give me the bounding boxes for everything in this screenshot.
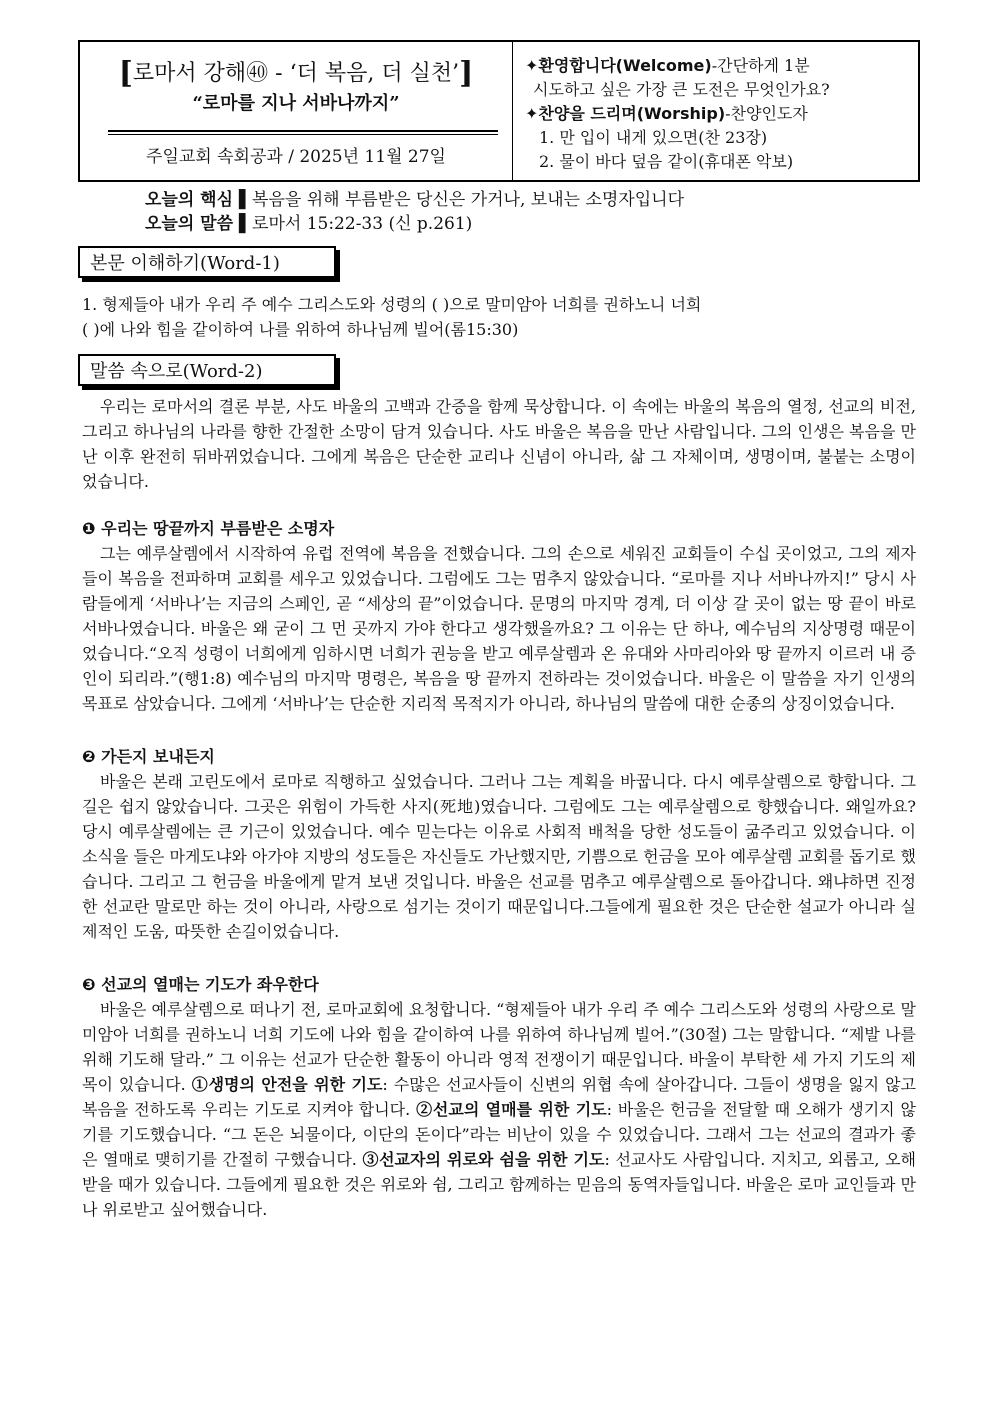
point-3-text-b: : 수많은 선교사들이 신변의 위협 속에 살아갑니다. 그들이 생명을 잃지 않고 복음을 전하도록 우리는 기도로 지켜야 합니다.	[82, 1075, 916, 1119]
word-text: 로마서 15:22-33 (신 p.261)	[252, 214, 473, 234]
bracket-left: [	[118, 56, 133, 91]
welcome-text: -간단하게 1분	[711, 56, 810, 75]
song-item: 2. 물이 바다 덮음 같이(휴대폰 악보)	[539, 152, 794, 171]
lesson-subtitle: “로마를 지나 서바나까지”	[192, 93, 400, 114]
header-right	[513, 42, 918, 180]
prayer-2-title: ②선교의 열매를 위한 기도	[416, 1100, 607, 1119]
lesson-title-text: 로마서 강해㊵ - ‘더 복음, 더 실천’	[132, 61, 460, 86]
page	[78, 40, 920, 1222]
core-label: 오늘의 핵심 ▌	[145, 190, 253, 210]
point-3-body	[82, 997, 916, 1222]
song-item: 1. 만 입이 내게 있으면(찬 23장)	[539, 128, 768, 147]
point-1-title: ❶ 우리는 땅끝까지 부름받은 소명자	[82, 519, 335, 538]
divider-thin	[108, 134, 498, 135]
point-1-body: 그는 예루살렘에서 시작하여 유럽 전역에 복음을 전했습니다. 그의 손으로 세워진 교회들이 수십 곳이었고, 그의 제자들이 복음을 전파하며 교회를 세우고 있었습니다. 그럼에도 그는 멈추지 않았습니다. “로마를 지나 서바나까지!” 당시 사람들에게 ‘서바나’는 지금의 스페인, 곧 “세상의 끝”이었습니다. 문명의 마지막 경계, 더 이상 갈 곳이 없는 땅 끝이 바로 서바나였습니다. 바울은 왜 굳이 그 먼 곳까지 가야 한다고 생각했을까요? 그 이유는 단 하나, 예수님의 지상명령 때문이었습니다.“오직 성령이 너희에게 임하시면 너희가 권능을 받고 예루살렘과 온 유대와 사마리아와 땅 끝까지 이르러 내 증인이 되리라.”(행1:8) 예수님의 마지막 명령은, 복음을 땅 끝까지 전하라는 것이었습니다. 바울은 이 말씀을 자기 인생의 목표로 삼았습니다. 그에게 ‘서바나’는 단순한 지리적 목적지가 아니라, 하나님의 말씀에 대한 순종의 상징이었습니다.	[82, 544, 916, 713]
lesson-title	[80, 56, 512, 91]
question-1	[82, 292, 916, 342]
prayer-3-title: ③선교자의 위로와 쉼을 위한 기도	[362, 1150, 605, 1169]
worship-line	[525, 102, 918, 126]
core-line	[145, 188, 920, 212]
church-date: 주일교회 속회공과 / 2025년 11월 27일	[146, 147, 446, 167]
intro-paragraph: 우리는 로마서의 결론 부분, 사도 바울의 고백과 간증을 함께 묵상합니다. 이 속에는 바울의 복음의 열정, 선교의 비전, 그리고 하나님의 나라를 향한 간절한 소망이 담겨 있습니다. 사도 바울은 복음을 만난 사람입니다. 그의 인생은 복음을 만난 이후 완전히 뒤바뀌었습니다. 그에게 복음은 단순한 교리나 신념이 아니라, 삶 그 자체이며, 생명이며, 불붙는 소명이었습니다.	[82, 397, 916, 491]
header-box	[78, 40, 920, 182]
point-3-title: ❸ 선교의 열매는 기도가 좌우한다	[82, 975, 319, 994]
worship-label: 찬양을 드리며(Worship)	[538, 104, 726, 123]
word-line	[145, 212, 920, 236]
question-1-line2: ( )에 나와 힘을 같이하여 나를 위하여 하나님께 빌어(롬15:30)	[82, 320, 519, 339]
word-label: 오늘의 말씀 ▌	[145, 214, 253, 234]
key-lines	[78, 188, 920, 236]
divider	[108, 130, 498, 132]
welcome-line	[525, 54, 918, 78]
word2-heading: 말씀 속으로(Word-2)	[78, 354, 336, 386]
point-3-text-a: 바울은 예루살렘으로 떠나기 전, 로마교회에 요청합니다. “형제들아 내가 우리 주 예수 그리스도와 성령의 사랑으로 말미암아 너희를 권하노니 너희 기도에 나와 힘을 같이하여 나를 위하여 하나님께 빌어.”(30절) 그는 말합니다. “제발 나를 위해 기도해 달라.” 그 이유는 선교가 단순한 활동이 아니라 영적 전쟁이기 때문입니다. 바울이 부탁한 세 가지 기도의 제목이 있습니다.	[82, 1000, 916, 1094]
prayer-1-title: ①생명의 안전을 위한 기도	[191, 1075, 383, 1094]
question-1-line1: 1. 형제들아 내가 우리 주 예수 그리스도와 성령의 ( )으로 말미암아 너희를 권하노니 너희	[82, 295, 702, 314]
word1-heading: 본문 이해하기(Word-1)	[78, 246, 336, 278]
point-3-text-c: : 바울은 헌금을 전달할 때 오해가 생기지 않기를 기도했습니다. “그 돈은 뇌물이다, 이단의 돈이다”라는 비난이 있을 수 있었습니다. 그래서 그는 선교의 결과가 좋은 열매로 맺히기를 간절히 구했습니다.	[82, 1100, 916, 1169]
worship-text: -찬양인도자	[725, 104, 808, 123]
point-2-title: ❷ 가든지 보내든지	[82, 747, 215, 766]
header-left	[80, 42, 513, 180]
star-icon: ✦	[525, 56, 539, 75]
core-text: 복음을 위해 부름받은 당신은 가거나, 보내는 소명자입니다	[252, 190, 684, 210]
star-icon: ✦	[525, 104, 539, 123]
point-3-text-d: : 선교사도 사람입니다. 지치고, 외롭고, 오해받을 때가 있습니다. 그들에게 필요한 것은 위로와 쉼, 그리고 함께하는 믿음의 동역자들입니다. 바울은 로마 교인들과 만나 위로받고 싶어했습니다.	[82, 1150, 916, 1219]
welcome-label: 환영합니다(Welcome)	[538, 56, 712, 75]
bracket-right: ]	[459, 56, 474, 91]
point-2-body: 바울은 본래 고린도에서 로마로 직행하고 싶었습니다. 그러나 그는 계획을 바꿉니다. 다시 예루살렘으로 향합니다. 그 길은 쉽지 않았습니다. 그곳은 위험이 가득한 사지(死地)였습니다. 그럼에도 그는 예루살렘으로 향했습니다. 왜일까요? 당시 예루살렘에는 큰 기근이 있었습니다. 예수 믿는다는 이유로 사회적 배척을 당한 성도들이 굶주리고 있었습니다. 이 소식을 들은 마게도냐와 아가야 지방의 성도들은 자신들도 가난했지만, 기쁨으로 헌금을 모아 예루살렘 교회를 돕기로 했습니다. 그리고 그 헌금을 바울에게 맡겨 보낸 것입니다. 바울은 선교를 멈추고 예루살렘으로 돌아갑니다. 왜냐하면 진정한 선교란 말로만 하는 것이 아니라, 사랑으로 섬기는 것이기 때문입니다.그들에게 필요한 것은 단순한 설교가 아니라 실제적인 도움, 따뜻한 손길이었습니다.	[82, 772, 916, 941]
welcome-question: 시도하고 싶은 가장 큰 도전은 무엇인가요?	[533, 80, 830, 99]
